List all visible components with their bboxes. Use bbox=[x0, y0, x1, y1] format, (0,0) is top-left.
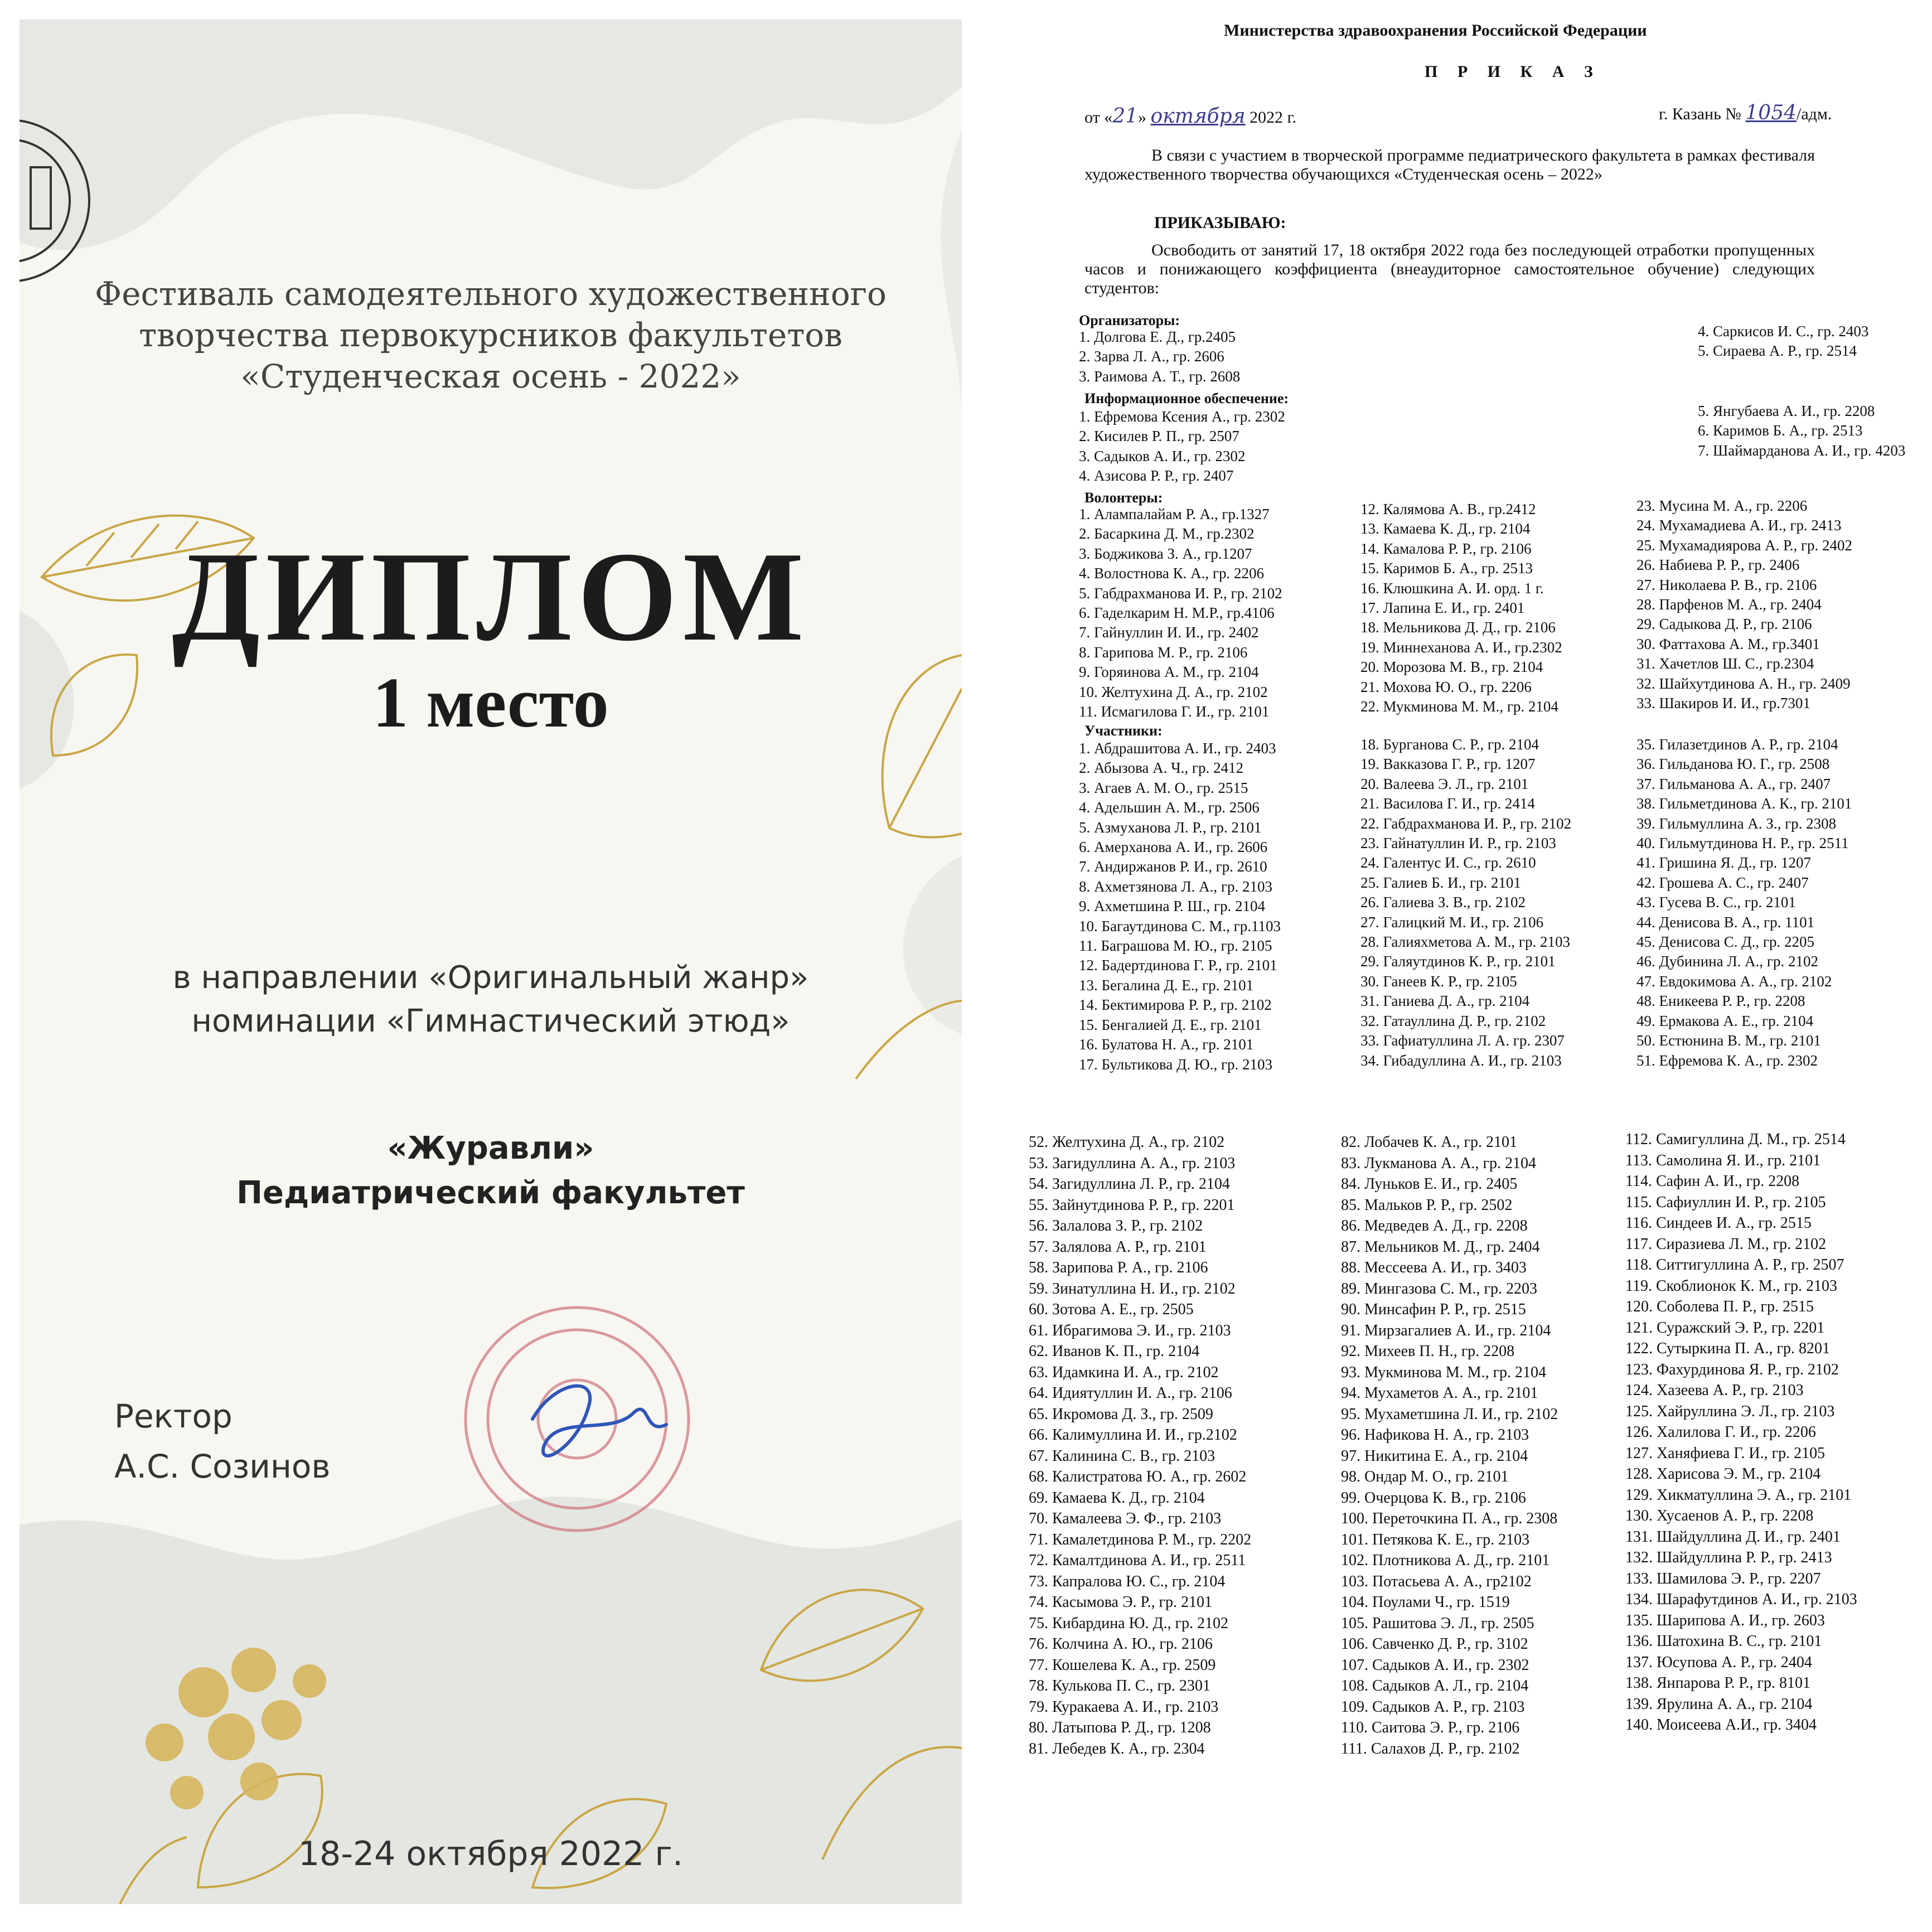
list-item: 31. Хачетлов Ш. С., гр.2304 bbox=[1636, 655, 1814, 672]
list-item: 113. Самолина Я. И., гр. 2101 bbox=[1625, 1151, 1821, 1169]
direction-nomination bbox=[20, 956, 962, 1043]
list-item: 79. Куракаева А. И., гр. 2103 bbox=[1029, 1698, 1219, 1716]
list-item: 20. Валеева Э. Л., гр. 2101 bbox=[1360, 775, 1529, 792]
list-item: 11. Баграшова М. Ю., гр. 2105 bbox=[1079, 937, 1272, 955]
festival-line-1: Фестиваль самодеятельного художественного bbox=[95, 275, 887, 313]
list-item: 89. Мингазова С. М., гр. 2203 bbox=[1341, 1280, 1538, 1297]
list-item: 104. Поулами Ч., гр. 1519 bbox=[1341, 1594, 1510, 1611]
info-list-right bbox=[1698, 401, 1905, 461]
direction-line: в направлении «Оригинальный жанр» bbox=[172, 960, 809, 996]
list-item: 13. Камаева К. Д., гр. 2104 bbox=[1360, 520, 1531, 538]
list-item: 76. Колчина А. Ю., гр. 2106 bbox=[1029, 1635, 1213, 1653]
list-item: 126. Халилова Г. И., гр. 2206 bbox=[1625, 1423, 1816, 1441]
list-item: 87. Мельников М. Д., гр. 2404 bbox=[1341, 1238, 1540, 1256]
list-item: 5. Сираева А. Р., гр. 2514 bbox=[1698, 342, 1857, 360]
date-prefix: от « bbox=[1084, 108, 1113, 127]
list-item: 114. Сафин А. И., гр. 2208 bbox=[1625, 1173, 1800, 1190]
list-item: 25. Мухамадиярова А. Р., гр. 2402 bbox=[1636, 536, 1853, 554]
date-mid: » bbox=[1138, 108, 1151, 127]
list-item: 60. Зотова А. Е., гр. 2505 bbox=[1029, 1301, 1194, 1318]
list-item: 55. Зайнутдинова Р. Р., гр. 2201 bbox=[1029, 1196, 1235, 1214]
list-item: 85. Мальков Р. Р., гр. 2502 bbox=[1341, 1196, 1513, 1214]
list-item: 99. Очерцова К. В., гр. 2106 bbox=[1341, 1489, 1526, 1507]
list-item: 101. Петякова К. Е., гр. 2103 bbox=[1341, 1531, 1530, 1548]
list-item: 132. Шайдуллина Р. Р., гр. 2413 bbox=[1625, 1549, 1832, 1566]
order-title: П Р И К А З bbox=[1425, 62, 1601, 81]
order-preamble: В связи с участием в творческой программе педиатрического факультета в рамках фестиваля художественного творчества обучающихся «Студенческая осень – 2022» bbox=[1084, 146, 1815, 183]
list-item: 107. Садыков А. И., гр. 2302 bbox=[1341, 1656, 1529, 1674]
list-item: 138. Янпарова Р. Р., гр. 8101 bbox=[1625, 1674, 1810, 1692]
list-item: 106. Савченко Д. Р., гр. 3102 bbox=[1341, 1635, 1528, 1653]
list-item: 24. Мухамадиева А. И., гр. 2413 bbox=[1636, 517, 1842, 534]
list-item: 51. Ефремова К. А., гр. 2302 bbox=[1636, 1052, 1818, 1069]
list-item: 5. Габдрахманова И. Р., гр. 2102 bbox=[1079, 584, 1282, 602]
list-item: 137. Юсупова А. Р., гр. 2404 bbox=[1625, 1653, 1812, 1671]
number-suffix: /адм. bbox=[1797, 105, 1832, 123]
list-item: 64. Идиятуллин И. А., гр. 2106 bbox=[1029, 1384, 1232, 1402]
list-item: 112. Самигуллина Д. М., гр. 2514 bbox=[1625, 1131, 1846, 1148]
list-item: 93. Мукминова М. М., гр. 2104 bbox=[1341, 1363, 1547, 1381]
festival-line-2: творчества первокурсников факультетов bbox=[139, 316, 842, 354]
list-item: 42. Грошева А. С., гр. 2407 bbox=[1636, 874, 1809, 891]
list-item: 45. Денисова С. Д., гр. 2205 bbox=[1636, 933, 1814, 951]
list-item: 95. Мухаметшина Л. И., гр. 2102 bbox=[1341, 1405, 1558, 1423]
list-item: 6. Гаделкарим Н. М.Р., гр.4106 bbox=[1079, 604, 1275, 622]
list-item: 14. Камалова Р. Р., гр. 2106 bbox=[1360, 540, 1532, 557]
list-item: 15. Бенгалией Д. Е., гр. 2101 bbox=[1079, 1016, 1262, 1033]
volunteers-column-1 bbox=[1079, 505, 1282, 722]
list-item: 78. Кулькова П. С., гр. 2301 bbox=[1029, 1677, 1210, 1694]
list-item: 118. Ситтигуллина А. Р., гр. 2507 bbox=[1625, 1256, 1844, 1274]
list-item: 62. Иванов К. П., гр. 2104 bbox=[1029, 1343, 1200, 1360]
list-item: 66. Калимуллина И. И., гр.2102 bbox=[1029, 1426, 1237, 1444]
list-item: 17. Лапина Е. И., гр. 2401 bbox=[1360, 599, 1525, 617]
list-item: 44. Денисова В. А., гр. 1101 bbox=[1636, 913, 1815, 931]
list-item: 7. Андиржанов Р. И., гр. 2610 bbox=[1079, 858, 1267, 875]
list-item: 18. Мельникова Д. Д., гр. 2106 bbox=[1360, 619, 1556, 636]
list-item: 121. Суражский Э. Р., гр. 2201 bbox=[1625, 1319, 1825, 1337]
list-item: 130. Хусаенов А. Р., гр. 2208 bbox=[1625, 1507, 1814, 1524]
list-item: 65. Икромова Д. З., гр. 2509 bbox=[1029, 1405, 1213, 1423]
list-item: 22. Мукминова М. М., гр. 2104 bbox=[1360, 698, 1558, 715]
volunteers-column-2 bbox=[1360, 500, 1562, 716]
list-item: 7. Гайнуллин И. И., гр. 2402 bbox=[1079, 624, 1259, 641]
list-item: 131. Шайдуллина Д. И., гр. 2401 bbox=[1625, 1528, 1841, 1546]
list-item: 3. Раимова А. Т., гр. 2608 bbox=[1079, 367, 1241, 385]
list-item: 83. Лукманова А. А., гр. 2104 bbox=[1341, 1154, 1537, 1172]
list-item: 10. Багаутдинова С. М., гр.1103 bbox=[1079, 917, 1281, 934]
list-item: 12. Бадертдинова Г. Р., гр. 2101 bbox=[1079, 957, 1277, 974]
list-item: 56. Залалова З. Р., гр. 2102 bbox=[1029, 1217, 1203, 1234]
list-item: 30. Фаттахова А. М., гр.3401 bbox=[1636, 635, 1820, 652]
list-item: 33. Шакиров И. И., гр.7301 bbox=[1636, 695, 1810, 712]
list-item: 16. Клюшкина А. И. орд. 1 г. bbox=[1360, 579, 1544, 597]
list-item: 58. Зарипова Р. А., гр. 2106 bbox=[1029, 1259, 1208, 1276]
list-item: 135. Шарипова А. И., гр. 2603 bbox=[1625, 1611, 1825, 1629]
list-item: 117. Сиразиева Л. М., гр. 2102 bbox=[1625, 1235, 1827, 1253]
list-item: 53. Загидуллина А. А., гр. 2103 bbox=[1029, 1154, 1236, 1172]
list-item: 17. Бультикова Д. Ю., гр. 2103 bbox=[1079, 1055, 1273, 1073]
list-item: 140. Моисеева А.И., гр. 3404 bbox=[1625, 1716, 1817, 1734]
list-item: 109. Садыков А. Р., гр. 2103 bbox=[1341, 1698, 1525, 1716]
list-item: 70. Камалеева Э. Ф., гр. 2103 bbox=[1029, 1510, 1222, 1527]
list-item: 15. Каримов Б. А., гр. 2513 bbox=[1360, 560, 1533, 577]
list-item: 30. Ганеев К. Р., гр. 2105 bbox=[1360, 972, 1517, 990]
list-item: 49. Ермакова А. Е., гр. 2104 bbox=[1636, 1012, 1814, 1029]
nomination-line: номинации «Гимнастический этюд» bbox=[191, 1003, 790, 1039]
list-item: 134. Шарафутдинов А. И., гр. 2103 bbox=[1625, 1591, 1857, 1608]
rector-signature-block bbox=[114, 1391, 331, 1492]
list-item: 111. Салахов Д. Р., гр. 2102 bbox=[1341, 1740, 1520, 1757]
rector-name: А.С. Созинов bbox=[114, 1447, 331, 1485]
participants-page2-column-1 bbox=[1029, 1132, 1251, 1759]
list-item: 46. Дубинина Л. А., гр. 2102 bbox=[1636, 953, 1818, 970]
list-item: 61. Ибрагимова Э. И., гр. 2103 bbox=[1029, 1321, 1231, 1339]
list-item: 102. Плотникова А. Д., гр. 2101 bbox=[1341, 1552, 1550, 1569]
list-item: 4. Азисова Р. Р., гр. 2407 bbox=[1079, 467, 1234, 485]
participants-column-3 bbox=[1636, 735, 1852, 1071]
volunteers-column-3 bbox=[1636, 496, 1852, 713]
list-item: 84. Луньков Е. И., гр. 2405 bbox=[1341, 1175, 1518, 1193]
participants-page2-column-2 bbox=[1341, 1132, 1558, 1759]
list-item: 86. Медведев А. Д., гр. 2208 bbox=[1341, 1217, 1528, 1234]
list-item: 90. Минсафин Р. Р., гр. 2515 bbox=[1341, 1301, 1526, 1318]
place-award: 1 место bbox=[372, 663, 609, 742]
list-item: 73. Капралова Ю. С., гр. 2104 bbox=[1029, 1572, 1226, 1590]
list-item: 38. Гильметдинова А. К., гр. 2101 bbox=[1636, 795, 1852, 812]
list-item: 26. Галиева З. В., гр. 2102 bbox=[1360, 894, 1526, 911]
participants-column-2 bbox=[1360, 735, 1571, 1071]
list-item: 5. Янгубаева А. И., гр. 2208 bbox=[1698, 403, 1875, 419]
list-item: 40. Гильмутдинова Н. Р., гр. 2511 bbox=[1636, 835, 1849, 852]
list-item: 21. Мохова Ю. О., гр. 2206 bbox=[1360, 678, 1532, 695]
list-item: 67. Калинина С. В., гр. 2103 bbox=[1029, 1447, 1216, 1465]
list-item: 25. Галиев Б. И., гр. 2101 bbox=[1360, 874, 1521, 891]
info-list bbox=[1079, 407, 1285, 486]
list-item: 12. Калямова А. В., гр.2412 bbox=[1360, 501, 1536, 517]
city-prefix: г. Казань № bbox=[1659, 105, 1746, 123]
list-item: 115. Сафиуллин И. Р., гр. 2105 bbox=[1625, 1193, 1826, 1211]
list-item: 91. Мирзагалиев А. И., гр. 2104 bbox=[1341, 1321, 1551, 1339]
list-item: 8. Гарипова М. Р., гр. 2106 bbox=[1079, 643, 1248, 661]
list-item: 92. Михеев П. Н., гр. 2208 bbox=[1341, 1343, 1515, 1360]
list-item: 98. Ондар М. О., гр. 2101 bbox=[1341, 1468, 1509, 1485]
list-item: 59. Зинатуллина Н. И., гр. 2102 bbox=[1029, 1280, 1236, 1297]
list-item: 13. Бегалина Д. Е., гр. 2101 bbox=[1079, 976, 1254, 994]
diploma-heading: ДИПЛОМ bbox=[172, 525, 810, 667]
list-item: 94. Мухаметов А. А., гр. 2101 bbox=[1341, 1384, 1538, 1402]
team-name: «Журавли» bbox=[387, 1130, 594, 1166]
list-item: 31. Ганиева Д. А., гр. 2104 bbox=[1360, 992, 1530, 1010]
participants-column-1 bbox=[1079, 739, 1281, 1074]
list-item: 105. Рашитова Э. Л., гр. 2505 bbox=[1341, 1614, 1534, 1632]
list-item: 32. Гатауллина Д. Р., гр. 2102 bbox=[1360, 1012, 1546, 1029]
list-item: 28. Галияхметова А. М., гр. 2103 bbox=[1360, 933, 1570, 951]
order-date bbox=[1084, 105, 1296, 128]
organizers-list-right bbox=[1698, 322, 1868, 361]
list-item: 77. Кошелева К. А., гр. 2509 bbox=[1029, 1656, 1216, 1674]
list-item: 26. Набиева Р. Р., гр. 2406 bbox=[1636, 556, 1800, 574]
list-item: 1. Абдрашитова А. И., гр. 2403 bbox=[1079, 740, 1276, 757]
list-item: 128. Харисова Э. М., гр. 2104 bbox=[1625, 1465, 1821, 1483]
volunteers-header: Волонтеры: bbox=[1084, 490, 1163, 506]
list-item: 24. Галентус И. С., гр. 2610 bbox=[1360, 854, 1536, 871]
list-item: 8. Ахметзянова Л. А., гр. 2103 bbox=[1079, 878, 1272, 895]
list-item: 2. Зарва Л. А., гр. 2606 bbox=[1079, 348, 1224, 365]
list-item: 9. Горяинова А. М., гр. 2104 bbox=[1079, 664, 1259, 681]
orders-label: ПРИКАЗЫВАЮ: bbox=[1154, 214, 1286, 232]
list-item: 1. Долгова Е. Д., гр.2405 bbox=[1079, 328, 1236, 345]
list-item: 27. Николаева Р. В., гр. 2106 bbox=[1636, 576, 1817, 593]
list-item: 4. Саркисов И. С., гр. 2403 bbox=[1698, 323, 1869, 340]
list-item: 18. Бурганова С. Р., гр. 2104 bbox=[1360, 736, 1539, 753]
list-item: 4. Волостнова К. А., гр. 2206 bbox=[1079, 565, 1264, 582]
list-item: 125. Хайруллина Э. Л., гр. 2103 bbox=[1625, 1402, 1835, 1420]
list-item: 74. Касымова Э. Р., гр. 2101 bbox=[1029, 1594, 1213, 1611]
list-item: 116. Синдеев И. А., гр. 2515 bbox=[1625, 1214, 1812, 1232]
list-item: 133. Шамилова Э. Р., гр. 2207 bbox=[1625, 1570, 1821, 1587]
list-item: 68. Калистратова Ю. А., гр. 2602 bbox=[1029, 1468, 1247, 1485]
list-item: 88. Мессеева А. И., гр. 3403 bbox=[1341, 1259, 1527, 1276]
ministry-header: Министерства здравоохранения Российской Федерации bbox=[1224, 21, 1647, 40]
list-item: 19. Миннеханова А. И., гр.2302 bbox=[1360, 638, 1562, 656]
team-block bbox=[20, 1126, 962, 1216]
list-item: 27. Галицкий М. И., гр. 2106 bbox=[1360, 913, 1544, 931]
list-item: 6. Каримов Б. А., гр. 2513 bbox=[1698, 422, 1863, 439]
order-city-number bbox=[1659, 101, 1832, 124]
rector-title: Ректор bbox=[114, 1397, 233, 1435]
list-item: 43. Гусева В. С., гр. 2101 bbox=[1636, 894, 1796, 911]
list-item: 72. Камалтдинова А. И., гр. 2511 bbox=[1029, 1552, 1246, 1569]
list-item: 3. Агаев А. М. О., гр. 2515 bbox=[1079, 779, 1248, 796]
list-item: 136. Шатохина В. С., гр. 2101 bbox=[1625, 1633, 1822, 1650]
organizers-list bbox=[1079, 327, 1240, 386]
participants-page2-column-3 bbox=[1625, 1129, 1857, 1736]
date-day: 21 bbox=[1112, 105, 1139, 128]
list-item: 48. Еникеева Р. Р., гр. 2208 bbox=[1636, 992, 1805, 1010]
list-item: 120. Соболева П. Р., гр. 2515 bbox=[1625, 1298, 1814, 1315]
list-item: 14. Бектимирова Р. Р., гр. 2102 bbox=[1079, 996, 1272, 1014]
list-item: 39. Гильмуллина А. З., гр. 2308 bbox=[1636, 815, 1837, 832]
list-item: 124. Хазеева А. Р., гр. 2103 bbox=[1625, 1382, 1804, 1399]
list-item: 1. Алампалайам Р. А., гр.1327 bbox=[1079, 506, 1270, 522]
list-item: 11. Исмагилова Г. И., гр. 2101 bbox=[1079, 703, 1270, 720]
list-item: 35. Гилазетдинов А. Р., гр. 2104 bbox=[1636, 736, 1838, 753]
list-item: 3. Садыков А. И., гр. 2302 bbox=[1079, 447, 1246, 464]
info-header: Информационное обеспечение: bbox=[1084, 390, 1289, 406]
list-item: 96. Нафикова Н. А., гр. 2103 bbox=[1341, 1426, 1529, 1444]
list-item: 2. Басаркина Д. М., гр.2302 bbox=[1079, 525, 1255, 543]
list-item: 50. Естюнина В. М., гр. 2101 bbox=[1636, 1032, 1821, 1049]
list-item: 122. Сутыркина П. А., гр. 8201 bbox=[1625, 1340, 1830, 1357]
organizers-header: Организаторы: bbox=[1079, 312, 1180, 328]
list-item: 81. Лебедев К. А., гр. 2304 bbox=[1029, 1740, 1205, 1757]
list-item: 29. Галяутдинов К. Р., гр. 2101 bbox=[1360, 953, 1556, 970]
list-item: 41. Гришина Я. Д., гр. 1207 bbox=[1636, 854, 1812, 871]
order-body: Освободить от занятий 17, 18 октября 2022 года без последующей отработки пропущенных часов и понижающего коэффициента (внеаудиторное самостоятельное обучение) следующих студентов: bbox=[1084, 241, 1815, 297]
list-item: 1. Ефремова Ксения А., гр. 2302 bbox=[1079, 408, 1285, 425]
list-item: 16. Булатова Н. А., гр. 2101 bbox=[1079, 1036, 1254, 1053]
list-item: 103. Потасьева А. А., гр2102 bbox=[1341, 1572, 1532, 1590]
date-year: 2022 г. bbox=[1245, 108, 1296, 127]
list-item: 7. Шаймарданова А. И., гр. 4203 bbox=[1698, 442, 1906, 459]
list-item: 110. Саитова Э. Р., гр. 2106 bbox=[1341, 1719, 1520, 1736]
list-item: 127. Ханяфиева Г. И., гр. 2105 bbox=[1625, 1444, 1826, 1462]
list-item: 80. Латыпова Р. Д., гр. 1208 bbox=[1029, 1719, 1211, 1736]
participants-header: Участники: bbox=[1084, 723, 1163, 739]
list-item: 108. Садыков А. Л., гр. 2104 bbox=[1341, 1677, 1529, 1694]
list-item: 6. Амерханова А. И., гр. 2606 bbox=[1079, 839, 1268, 856]
list-item: 4. Адельшин А. М., гр. 2506 bbox=[1079, 799, 1260, 816]
list-item: 5. Азмуханова Л. Р., гр. 2101 bbox=[1079, 819, 1262, 836]
list-item: 63. Идамкина И. А., гр. 2102 bbox=[1029, 1363, 1219, 1381]
order-document bbox=[973, 0, 1932, 1932]
diploma-certificate bbox=[20, 20, 962, 1904]
list-item: 2. Кисилев Р. П., гр. 2507 bbox=[1079, 428, 1239, 445]
list-item: 32. Шайхутдинова А. Н., гр. 2409 bbox=[1636, 675, 1851, 692]
list-item: 33. Гафиатуллина Л. А. гр. 2307 bbox=[1360, 1032, 1565, 1049]
list-item: 82. Лобачев К. А., гр. 2101 bbox=[1341, 1134, 1517, 1151]
list-item: 20. Морозова М. В., гр. 2104 bbox=[1360, 658, 1543, 676]
date-month: октября bbox=[1150, 105, 1246, 128]
list-item: 119. Скоблионок К. М., гр. 2103 bbox=[1625, 1277, 1837, 1295]
list-item: 37. Гильманова А. А., гр. 2407 bbox=[1636, 775, 1831, 792]
list-item: 129. Хикматуллина Э. А., гр. 2101 bbox=[1625, 1486, 1852, 1504]
list-item: 23. Мусина М. А., гр. 2206 bbox=[1636, 497, 1808, 514]
list-item: 22. Габдрахманова И. Р., гр. 2102 bbox=[1360, 815, 1572, 832]
list-item: 34. Гибадуллина А. И., гр. 2103 bbox=[1360, 1052, 1562, 1069]
list-item: 54. Загидуллина Л. Р., гр. 2104 bbox=[1029, 1175, 1230, 1193]
list-item: 2. Абызова А. Ч., гр. 2412 bbox=[1079, 759, 1244, 777]
list-item: 9. Ахметшина Р. Ш., гр. 2104 bbox=[1079, 898, 1265, 915]
list-item: 3. Боджикова З. А., гр.1207 bbox=[1079, 545, 1252, 562]
list-item: 10. Желтухина Д. А., гр. 2102 bbox=[1079, 683, 1268, 700]
list-item: 52. Желтухина Д. А., гр. 2102 bbox=[1029, 1134, 1225, 1151]
list-item: 71. Камалетдинова Р. М., гр. 2202 bbox=[1029, 1531, 1252, 1548]
faculty-name: Педиатрический факультет bbox=[236, 1175, 745, 1211]
list-item: 47. Евдокимова А. А., гр. 2102 bbox=[1636, 972, 1832, 990]
list-item: 21. Василова Г. И., гр. 2414 bbox=[1360, 795, 1535, 812]
list-item: 36. Гильданова Ю. Г., гр. 2508 bbox=[1636, 756, 1830, 773]
list-item: 100. Переточкина П. А., гр. 2308 bbox=[1341, 1510, 1558, 1527]
list-item: 23. Гайнатуллин И. Р., гр. 2103 bbox=[1360, 835, 1556, 852]
festival-title bbox=[20, 273, 962, 397]
list-item: 123. Фахурдинова Я. Р., гр. 2102 bbox=[1625, 1360, 1839, 1378]
list-item: 29. Садыкова Д. Р., гр. 2106 bbox=[1636, 616, 1812, 633]
list-item: 75. Кибардина Ю. Д., гр. 2102 bbox=[1029, 1614, 1228, 1632]
list-item: 28. Парфенов М. А., гр. 2404 bbox=[1636, 596, 1822, 613]
order-number: 1054 bbox=[1745, 101, 1797, 124]
list-item: 19. Вакказова Г. Р., гр. 1207 bbox=[1360, 756, 1536, 773]
list-item: 97. Никитина Е. А., гр. 2104 bbox=[1341, 1447, 1528, 1465]
list-item: 57. Залялова А. Р., гр. 2101 bbox=[1029, 1238, 1207, 1256]
list-item: 139. Ярулина А. А., гр. 2104 bbox=[1625, 1695, 1813, 1713]
festival-line-3: «Студенческая осень - 2022» bbox=[240, 357, 741, 395]
list-item: 69. Камаева К. Д., гр. 2104 bbox=[1029, 1489, 1205, 1507]
festival-dates: 18-24 октября 2022 г. bbox=[298, 1834, 684, 1873]
